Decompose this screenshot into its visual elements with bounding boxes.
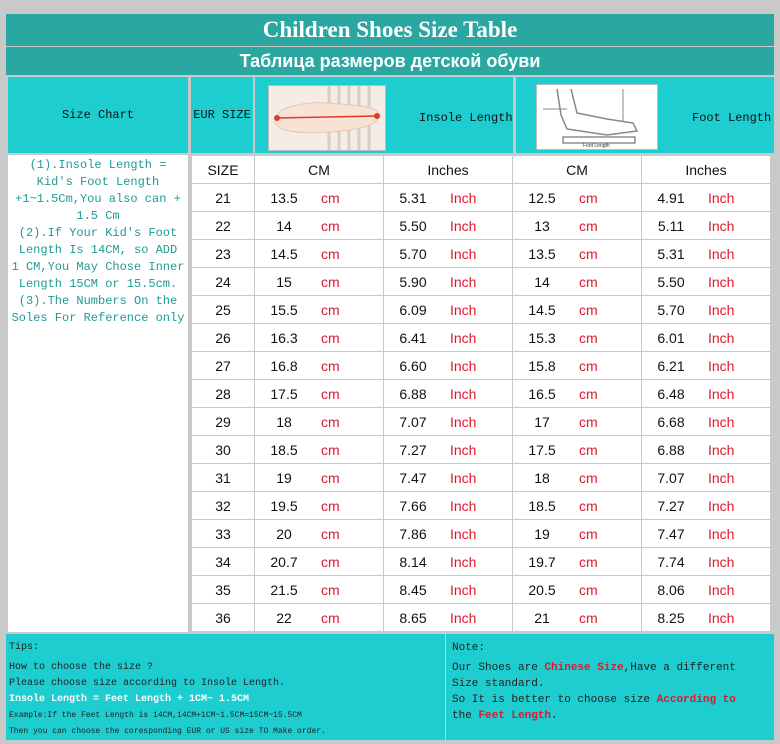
note-line: Length Is 14CM, so ADD — [18, 243, 178, 257]
insole-cm-cell-value: 15.5 — [270, 301, 298, 318]
insole-inch-cell-value: 7.86 — [399, 525, 427, 542]
insole-cm-cell-unit: cm — [321, 245, 340, 262]
insole-cm-cell — [255, 380, 383, 407]
foot-cm-cell-unit: cm — [579, 469, 598, 486]
foot-inch-cell-unit: Inch — [708, 553, 735, 570]
size-cell: 22 — [192, 212, 254, 239]
foot-cm-cell-value: 17.5 — [528, 441, 556, 458]
size-cell: 32 — [192, 492, 254, 519]
foot-cm-cell-value: 13 — [534, 217, 550, 234]
insole-inch-cell-value: 5.90 — [399, 273, 427, 290]
table-row — [192, 240, 770, 267]
foot-inch-cell-value: 5.50 — [657, 273, 685, 290]
foot-cm-cell-unit: cm — [579, 189, 598, 206]
foot-image-label: Foot Length — [583, 143, 610, 149]
insole-inch-cell-value: 8.65 — [399, 609, 427, 626]
foot-inch-cell — [642, 296, 770, 323]
size-cell: 26 — [192, 324, 254, 351]
insole-cm-cell-value: 13.5 — [270, 189, 298, 206]
insole-inch-cell — [384, 436, 512, 463]
insole-inch-cell-unit: Inch — [450, 189, 477, 206]
tips-formula: Insole Length = Feet Length + 1CM~ 1.5CM — [9, 694, 250, 705]
insole-inch-cell-value: 6.41 — [399, 329, 427, 346]
insole-cm-cell — [255, 212, 383, 239]
foot-measure-icon — [537, 85, 657, 149]
foot-inch-cell — [642, 352, 770, 379]
note-line: +1~1.5Cm,You also can + — [15, 192, 181, 206]
insole-inch-cell-unit: Inch — [450, 301, 477, 318]
foot-cm-cell — [513, 492, 641, 519]
foot-cm-cell-unit: cm — [579, 441, 598, 458]
insole-image — [268, 85, 386, 151]
foot-inch-cell — [642, 436, 770, 463]
col-insole-cm: CM — [255, 156, 383, 183]
foot-cm-cell-value: 13.5 — [528, 245, 556, 262]
foot-cm-cell — [513, 380, 641, 407]
foot-inch-cell-value: 7.74 — [657, 553, 685, 570]
insole-inch-cell-value: 7.66 — [399, 497, 427, 514]
insole-cm-cell-unit: cm — [321, 301, 340, 318]
foot-inch-cell-value: 6.21 — [657, 357, 685, 374]
foot-cm-cell — [513, 436, 641, 463]
foot-inch-cell-unit: Inch — [708, 357, 735, 374]
foot-inch-cell-unit: Inch — [708, 581, 735, 598]
size-cell: 23 — [192, 240, 254, 267]
size-cell: 24 — [192, 268, 254, 295]
insole-inch-cell-unit: Inch — [450, 413, 477, 430]
foot-cm-cell-unit: cm — [579, 273, 598, 290]
foot-cm-cell — [513, 464, 641, 491]
insole-cm-cell-value: 14.5 — [270, 245, 298, 262]
foot-cm-cell-value: 19.7 — [528, 553, 556, 570]
tips-line-2: Please choose size according to Insole Length. — [9, 678, 286, 689]
insole-inch-cell — [384, 604, 512, 631]
foot-inch-cell-value: 6.01 — [657, 329, 685, 346]
foot-inch-cell-value: 7.07 — [657, 469, 685, 486]
foot-inch-cell-unit: Inch — [708, 301, 735, 318]
foot-cm-cell-unit: cm — [579, 609, 598, 626]
foot-inch-cell-unit: Inch — [708, 273, 735, 290]
foot-inch-cell-value: 8.06 — [657, 581, 685, 598]
table-row — [192, 380, 770, 407]
insole-cm-cell — [255, 604, 383, 631]
size-cell: 25 — [192, 296, 254, 323]
insole-cm-cell-value: 18 — [276, 413, 292, 430]
note-line: Soles For Reference only — [11, 311, 185, 325]
size-cell: 31 — [192, 464, 254, 491]
foot-inch-cell — [642, 324, 770, 351]
insole-cm-cell-unit: cm — [321, 217, 340, 234]
foot-inch-cell-unit: Inch — [708, 609, 735, 626]
note-line: (3).The Numbers On the — [18, 294, 178, 308]
note-l4-c: . — [551, 710, 558, 722]
foot-inch-cell-unit: Inch — [708, 329, 735, 346]
foot-cm-cell-unit: cm — [579, 413, 598, 430]
size-cell: 35 — [192, 576, 254, 603]
note-l1-c: ,Have a different — [623, 662, 736, 674]
table-row — [192, 436, 770, 463]
table-row — [192, 520, 770, 547]
foot-cm-cell-unit: cm — [579, 525, 598, 542]
size-cell: 30 — [192, 436, 254, 463]
insole-inch-cell-value: 7.07 — [399, 413, 427, 430]
note-line-3 — [452, 692, 768, 708]
foot-inch-cell-value: 7.27 — [657, 497, 685, 514]
foot-inch-cell — [642, 464, 770, 491]
insole-cm-cell-unit: cm — [321, 441, 340, 458]
insole-cm-cell-value: 15 — [276, 273, 292, 290]
foot-cm-cell-unit: cm — [579, 497, 598, 514]
foot-cm-cell-unit: cm — [579, 329, 598, 346]
foot-inch-cell-value: 5.31 — [657, 245, 685, 262]
foot-inch-cell — [642, 576, 770, 603]
foot-cm-cell — [513, 240, 641, 267]
insole-cm-cell-unit: cm — [321, 609, 340, 626]
foot-inch-cell-unit: Inch — [708, 525, 735, 542]
note-line-4 — [452, 708, 768, 724]
foot-cm-cell-unit: cm — [579, 581, 598, 598]
foot-cm-cell-value: 21 — [534, 609, 550, 626]
size-cell: 34 — [192, 548, 254, 575]
insole-cm-cell-unit: cm — [321, 413, 340, 430]
foot-inch-cell-value: 5.70 — [657, 301, 685, 318]
note-line: 1.5 Cm — [76, 209, 120, 223]
insole-inch-cell-unit: Inch — [450, 525, 477, 542]
foot-image — [536, 84, 658, 150]
size-cell: 21 — [192, 184, 254, 211]
note-heading: Note: — [452, 642, 486, 654]
insole-cm-cell — [255, 240, 383, 267]
insole-cm-cell — [255, 352, 383, 379]
tips-panel — [6, 634, 445, 740]
insole-cm-cell-unit: cm — [321, 357, 340, 374]
insole-cm-cell — [255, 268, 383, 295]
note-according-to: According to — [656, 694, 736, 706]
insole-cm-cell-unit: cm — [321, 273, 340, 290]
table-row — [192, 352, 770, 379]
size-cell: 27 — [192, 352, 254, 379]
insole-inch-cell-value: 5.70 — [399, 245, 427, 262]
insole-cm-cell-value: 16.8 — [270, 357, 298, 374]
insole-inch-cell-value: 5.31 — [399, 189, 427, 206]
foot-cm-cell-unit: cm — [579, 301, 598, 318]
foot-cm-cell-unit: cm — [579, 553, 598, 570]
tips-heading: Tips: — [9, 642, 40, 653]
insole-cm-cell-value: 14 — [276, 217, 292, 234]
foot-cm-cell — [513, 576, 641, 603]
insole-cm-cell-value: 16.3 — [270, 329, 298, 346]
col-foot-inches: Inches — [642, 156, 770, 183]
insole-inch-cell — [384, 352, 512, 379]
foot-inch-cell — [642, 408, 770, 435]
insole-cm-cell-unit: cm — [321, 553, 340, 570]
insole-cm-cell — [255, 184, 383, 211]
insole-cm-cell-value: 21.5 — [270, 581, 298, 598]
insole-inch-cell — [384, 380, 512, 407]
insole-cm-cell-value: 19 — [276, 469, 292, 486]
foot-inch-cell — [642, 520, 770, 547]
insole-cm-cell-value: 18.5 — [270, 441, 298, 458]
insole-cm-cell-value: 22 — [276, 609, 292, 626]
table-row — [192, 464, 770, 491]
foot-cm-cell-value: 15.3 — [528, 329, 556, 346]
insole-inch-cell — [384, 184, 512, 211]
size-cell: 36 — [192, 604, 254, 631]
note-feet-length: Feet Length — [478, 710, 552, 722]
header-size-chart: Size Chart — [8, 77, 188, 153]
insole-inch-cell — [384, 520, 512, 547]
foot-inch-cell — [642, 380, 770, 407]
insole-cm-cell-unit: cm — [321, 581, 340, 598]
foot-cm-cell-value: 12.5 — [528, 189, 556, 206]
insole-inch-cell-value: 7.47 — [399, 469, 427, 486]
table-row — [192, 604, 770, 631]
insole-inch-cell — [384, 464, 512, 491]
insole-inch-cell-unit: Inch — [450, 357, 477, 374]
insole-cm-cell-unit: cm — [321, 525, 340, 542]
foot-inch-cell — [642, 184, 770, 211]
insole-cm-cell-unit: cm — [321, 469, 340, 486]
foot-cm-cell-value: 19 — [534, 525, 550, 542]
foot-cm-cell-value: 16.5 — [528, 385, 556, 402]
insole-cm-cell-unit: cm — [321, 385, 340, 402]
foot-inch-cell-unit: Inch — [708, 189, 735, 206]
tips-example: Example:If the Feet Length is 14CM,14CM+1CM~1.5CM=15CM~15.5CM — [9, 711, 302, 720]
insole-icon — [269, 86, 385, 150]
insole-inch-cell-value: 8.14 — [399, 553, 427, 570]
insole-inch-cell-unit: Inch — [450, 329, 477, 346]
note-l1-a: Our Shoes are — [452, 662, 545, 674]
table-row — [192, 324, 770, 351]
note-line: (2).If Your Kid's Foot — [18, 226, 178, 240]
insole-inch-cell — [384, 324, 512, 351]
table-row — [192, 212, 770, 239]
foot-cm-cell-unit: cm — [579, 357, 598, 374]
insole-cm-cell — [255, 464, 383, 491]
foot-cm-cell-value: 15.8 — [528, 357, 556, 374]
table-row — [192, 184, 770, 211]
foot-cm-cell — [513, 548, 641, 575]
insole-inch-cell-unit: Inch — [450, 553, 477, 570]
foot-inch-cell-value: 7.47 — [657, 525, 685, 542]
tips-line-1: How to choose the size ? — [9, 662, 154, 673]
foot-inch-cell-unit: Inch — [708, 413, 735, 430]
foot-inch-cell-unit: Inch — [708, 441, 735, 458]
insole-cm-cell-value: 20.7 — [270, 553, 298, 570]
insole-inch-cell — [384, 240, 512, 267]
insole-cm-cell — [255, 296, 383, 323]
note-line: 1 CM,You May Chose Inner — [11, 260, 185, 274]
insole-inch-cell-unit: Inch — [450, 497, 477, 514]
foot-cm-cell-unit: cm — [579, 245, 598, 262]
foot-inch-cell — [642, 212, 770, 239]
foot-cm-cell-unit: cm — [579, 217, 598, 234]
note-panel — [446, 634, 774, 740]
insole-inch-cell-value: 8.45 — [399, 581, 427, 598]
foot-inch-cell-value: 6.48 — [657, 385, 685, 402]
insole-inch-cell-unit: Inch — [450, 245, 477, 262]
insole-cm-cell-unit: cm — [321, 189, 340, 206]
foot-cm-cell — [513, 604, 641, 631]
insole-cm-cell — [255, 548, 383, 575]
insole-cm-cell — [255, 576, 383, 603]
foot-cm-cell — [513, 268, 641, 295]
insole-inch-cell-unit: Inch — [450, 609, 477, 626]
foot-inch-cell-value: 6.88 — [657, 441, 685, 458]
foot-cm-cell-value: 18.5 — [528, 497, 556, 514]
insole-inch-cell — [384, 268, 512, 295]
insole-inch-cell-unit: Inch — [450, 581, 477, 598]
insole-inch-cell — [384, 492, 512, 519]
page-title: Children Shoes Size Table — [6, 14, 774, 46]
foot-cm-cell-value: 17 — [534, 413, 550, 430]
note-line: Length 15CM or 15.5cm. — [18, 277, 178, 291]
table-row — [192, 268, 770, 295]
size-table — [191, 155, 771, 632]
foot-inch-cell-unit: Inch — [708, 217, 735, 234]
insole-cm-cell-value: 20 — [276, 525, 292, 542]
foot-inch-cell-unit: Inch — [708, 497, 735, 514]
table-header-row — [192, 156, 770, 183]
foot-cm-cell-value: 14 — [534, 273, 550, 290]
insole-inch-cell-value: 6.60 — [399, 357, 427, 374]
table-row — [192, 492, 770, 519]
foot-inch-cell-value: 4.91 — [657, 189, 685, 206]
header-eur-size: EUR SIZE — [191, 77, 253, 153]
insole-inch-cell-value: 5.50 — [399, 217, 427, 234]
insole-cm-cell — [255, 324, 383, 351]
foot-inch-cell — [642, 492, 770, 519]
note-l3-a: So It is better to choose size — [452, 694, 657, 706]
note-l4-a: the — [452, 710, 479, 722]
foot-inch-cell — [642, 240, 770, 267]
insole-inch-cell — [384, 548, 512, 575]
insole-inch-cell-value: 6.09 — [399, 301, 427, 318]
foot-inch-cell-value: 5.11 — [657, 217, 685, 234]
foot-inch-cell — [642, 604, 770, 631]
foot-inch-cell-value: 6.68 — [657, 413, 685, 430]
note-chinese-size: Chinese Size — [544, 662, 624, 674]
size-cell: 28 — [192, 380, 254, 407]
foot-cm-cell — [513, 408, 641, 435]
insole-inch-cell-unit: Inch — [450, 273, 477, 290]
insole-inch-cell-value: 7.27 — [399, 441, 427, 458]
table-row — [192, 408, 770, 435]
foot-cm-cell-unit: cm — [579, 385, 598, 402]
foot-cm-cell — [513, 184, 641, 211]
insole-cm-cell — [255, 436, 383, 463]
size-cell: 33 — [192, 520, 254, 547]
foot-inch-cell — [642, 268, 770, 295]
foot-inch-cell — [642, 548, 770, 575]
insole-inch-cell — [384, 212, 512, 239]
note-line-1 — [452, 660, 768, 676]
insole-cm-cell-unit: cm — [321, 497, 340, 514]
insole-cm-cell — [255, 492, 383, 519]
col-foot-cm: CM — [513, 156, 641, 183]
insole-inch-cell — [384, 296, 512, 323]
insole-inch-cell-value: 6.88 — [399, 385, 427, 402]
note-line-2: Size standard. — [452, 678, 545, 690]
foot-inch-cell-unit: Inch — [708, 245, 735, 262]
foot-cm-cell-value: 14.5 — [528, 301, 556, 318]
foot-cm-cell — [513, 520, 641, 547]
foot-inch-cell-unit: Inch — [708, 385, 735, 402]
note-line: (1).Insole Length = — [29, 158, 167, 172]
header-insole-length: Insole Length — [419, 111, 513, 125]
foot-cm-cell — [513, 296, 641, 323]
table-row — [192, 296, 770, 323]
size-advice-note — [8, 155, 188, 632]
foot-inch-cell-value: 8.25 — [657, 609, 685, 626]
foot-cm-cell — [513, 324, 641, 351]
insole-cm-cell-value: 19.5 — [270, 497, 298, 514]
table-row — [192, 576, 770, 603]
foot-cm-cell-value: 18 — [534, 469, 550, 486]
insole-inch-cell — [384, 576, 512, 603]
insole-inch-cell-unit: Inch — [450, 217, 477, 234]
col-insole-inches: Inches — [384, 156, 512, 183]
note-line: Kid's Foot Length — [36, 175, 160, 189]
foot-cm-cell-value: 20.5 — [528, 581, 556, 598]
insole-inch-cell — [384, 408, 512, 435]
header-foot-length: Foot Length — [692, 111, 772, 125]
table-row — [192, 548, 770, 575]
size-cell: 29 — [192, 408, 254, 435]
foot-cm-cell — [513, 352, 641, 379]
foot-cm-cell — [513, 212, 641, 239]
insole-cm-cell-unit: cm — [321, 329, 340, 346]
insole-cm-cell — [255, 520, 383, 547]
col-size: SIZE — [192, 156, 254, 183]
insole-cm-cell-value: 17.5 — [270, 385, 298, 402]
insole-inch-cell-unit: Inch — [450, 441, 477, 458]
tips-then: Then you can choose the coresponding EUR or US size TO Make order. — [9, 727, 326, 736]
insole-inch-cell-unit: Inch — [450, 469, 477, 486]
foot-inch-cell-unit: Inch — [708, 469, 735, 486]
insole-inch-cell-unit: Inch — [450, 385, 477, 402]
page-subtitle: Таблица размеров детской обуви — [6, 47, 774, 75]
insole-cm-cell — [255, 408, 383, 435]
